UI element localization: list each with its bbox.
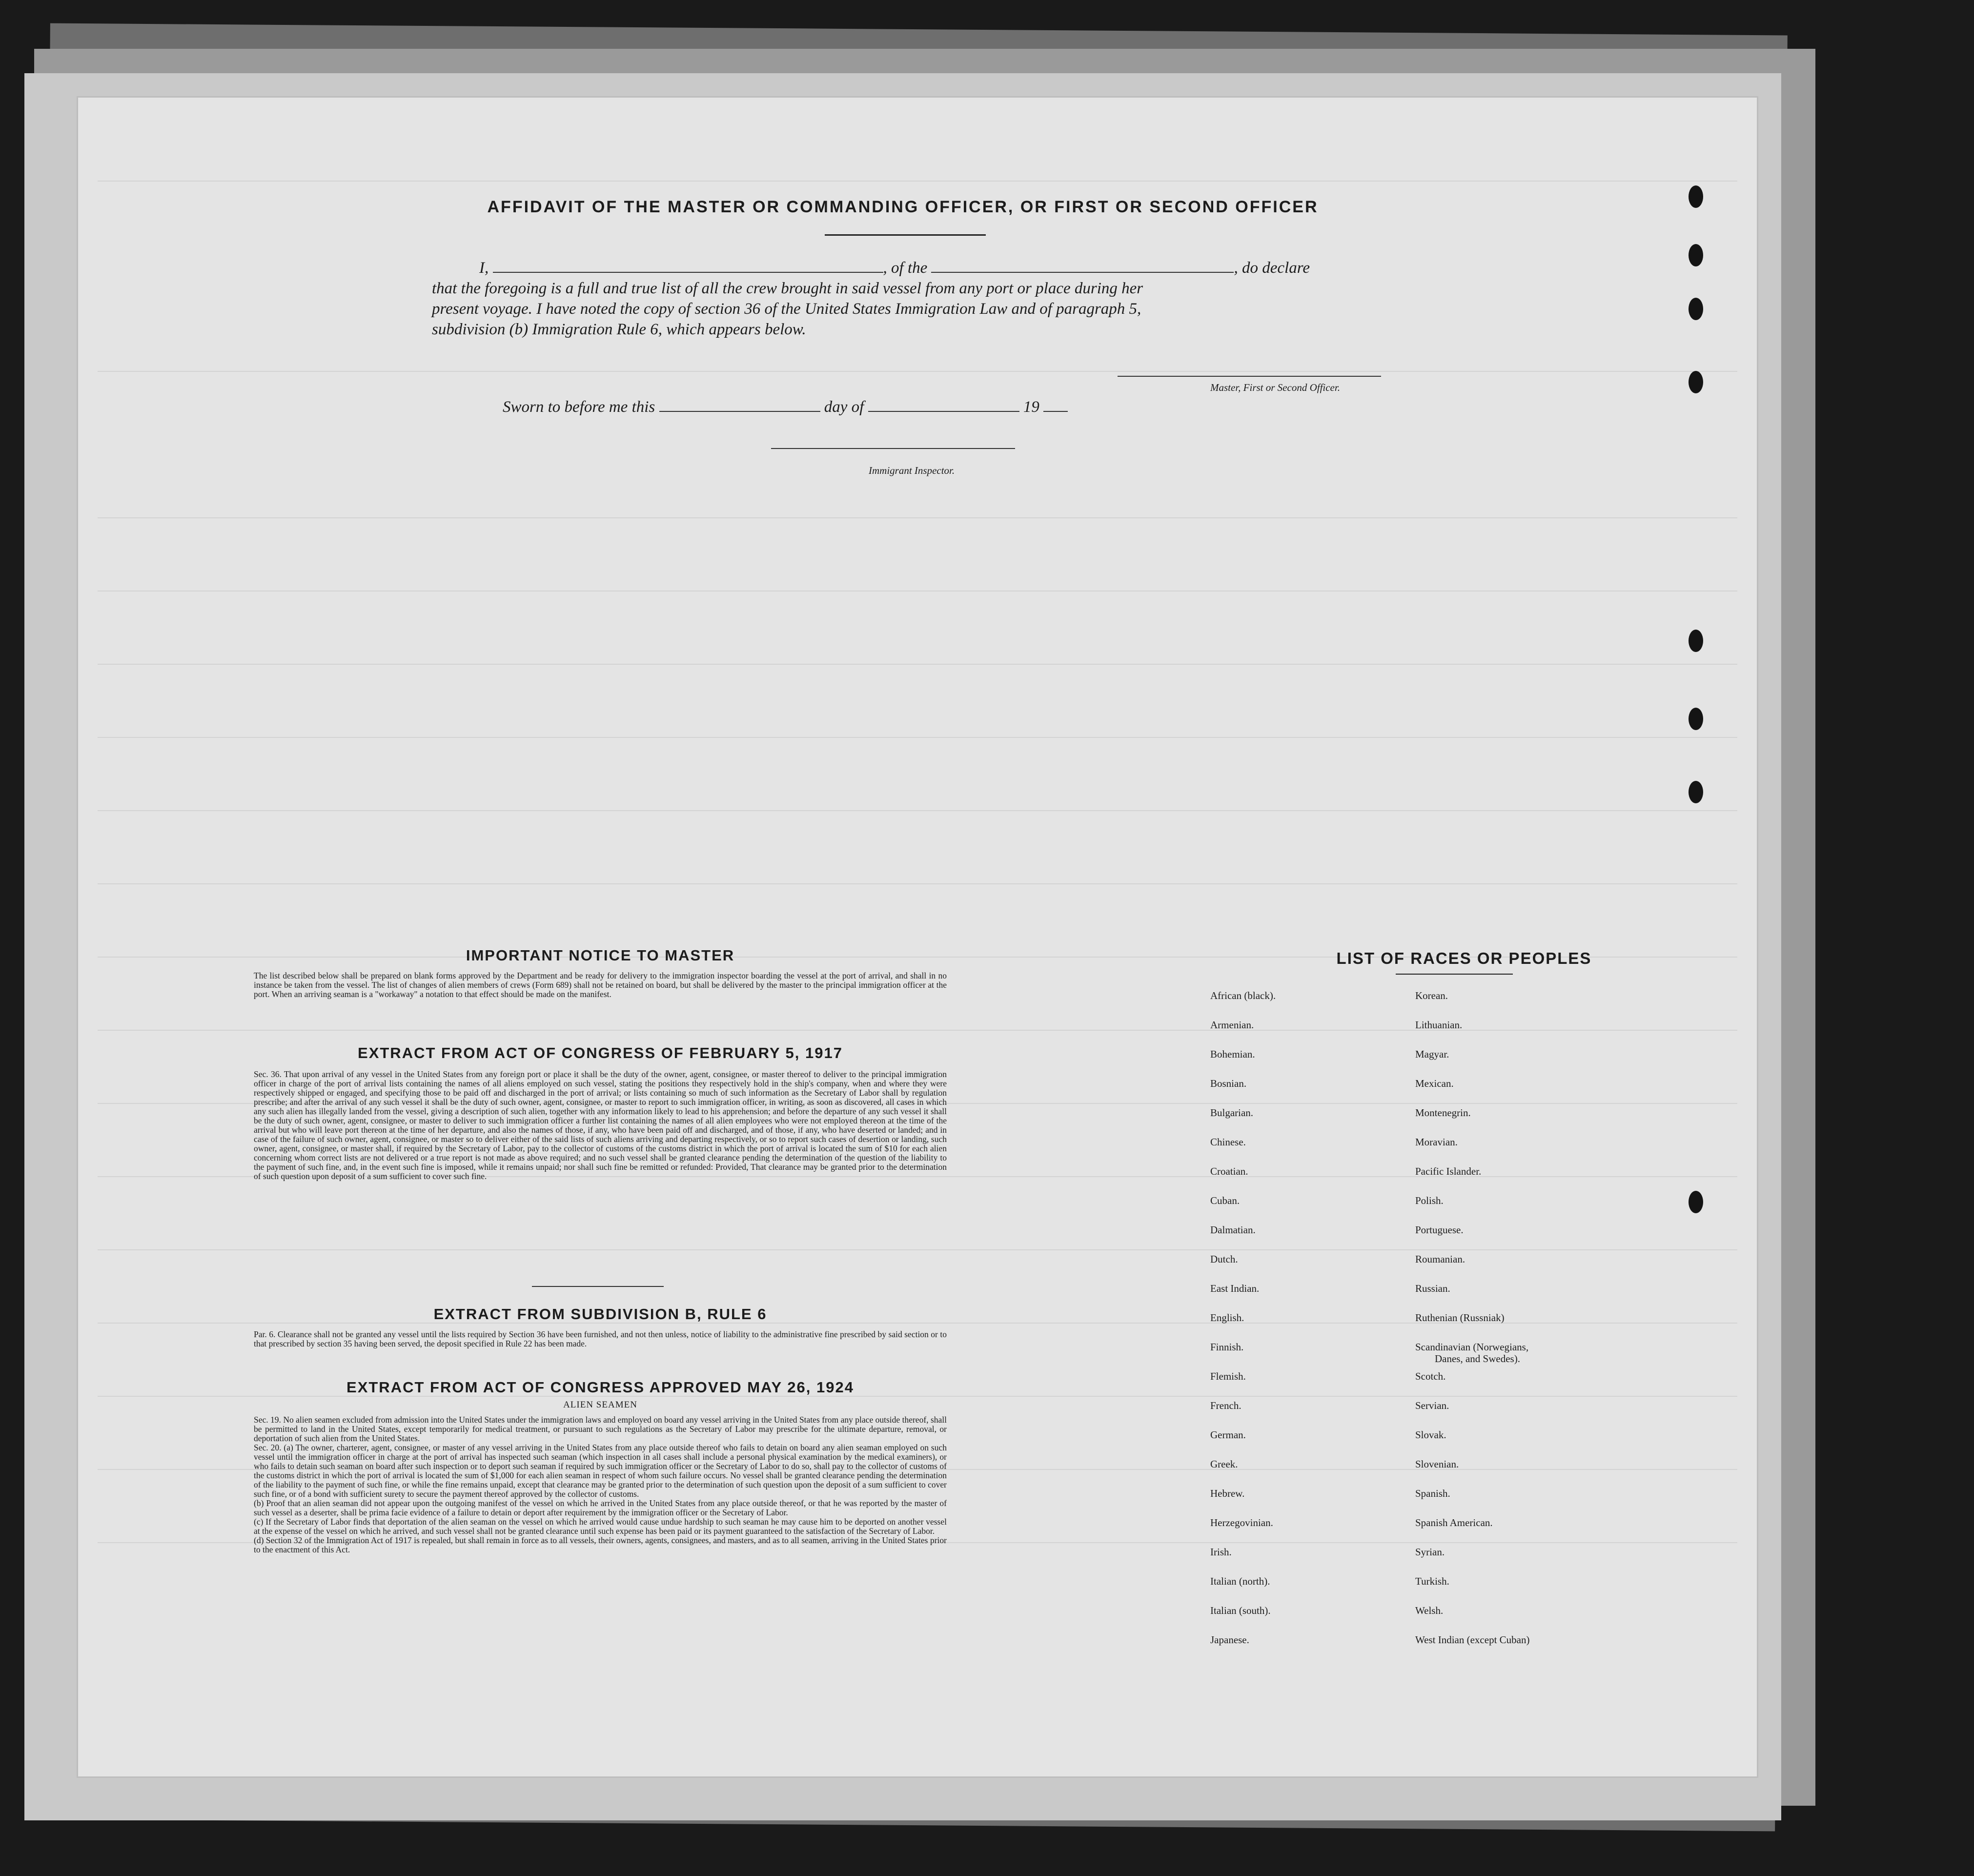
bleed-through-rule (98, 883, 1737, 884)
bleed-through-rule (98, 1030, 1737, 1031)
race-item: Greek. (1210, 1458, 1238, 1470)
races-title: LIST OF RACES OR PEOPLES (1336, 949, 1592, 967)
bleed-through-rule (98, 810, 1737, 811)
race-item: Roumanian. (1415, 1253, 1465, 1265)
race-item: Russian. (1415, 1283, 1450, 1294)
binder-hole (1689, 185, 1703, 208)
race-item: Pacific Islander. (1415, 1165, 1482, 1177)
notice-body: The list described below shall be prepared on blank forms approved by the Department and be ready for delivery to the immigration inspector boarding the vessel at the port of arrival, and shall in no instance be taken from the vessel. The list of changes of alien members of crews (Form 689) shall not be retained on board, but shall be delivered by the master to the principal immigration officer at the port. When an arriving seaman is a "workaway" a notation to that effect should be made on the manifest. (254, 971, 947, 999)
race-item: Polish. (1415, 1195, 1444, 1206)
of-the-label: , of the (883, 259, 928, 277)
affidavit-line-1 (479, 259, 1450, 277)
master-signature-label: Master, First or Second Officer. (1210, 382, 1340, 393)
binder-hole (1689, 630, 1703, 652)
race-item: Turkish. (1415, 1575, 1449, 1587)
race-item: Magyar. (1415, 1048, 1449, 1060)
binder-hole (1689, 708, 1703, 730)
race-item: Lithuanian. (1415, 1019, 1463, 1031)
race-item: Montenegrin. (1415, 1107, 1471, 1119)
extract-rule6-title: EXTRACT FROM SUBDIVISION B, RULE 6 (433, 1305, 767, 1323)
day-blank (659, 411, 820, 412)
race-item: Moravian. (1415, 1136, 1458, 1148)
extract-1924-subtitle: ALIEN SEAMEN (563, 1400, 637, 1410)
races-title-underline (1396, 974, 1513, 975)
race-item: Bosnian. (1210, 1078, 1247, 1089)
race-item: Herzegovinian. (1210, 1517, 1273, 1529)
year-blank (1043, 411, 1068, 412)
inspector-signature-line (771, 448, 1015, 449)
bleed-through-rule (98, 517, 1737, 518)
race-item: Slovenian. (1415, 1458, 1459, 1470)
race-item: Japanese. (1210, 1634, 1249, 1646)
affidavit-line-4: subdivision (b) Immigration Rule 6, which appears below. (432, 321, 806, 338)
race-item: Servian. (1415, 1400, 1449, 1411)
i-label: I, (479, 259, 489, 277)
section-divider (532, 1286, 664, 1287)
race-item: Syrian. (1415, 1546, 1445, 1558)
race-item: Bohemian. (1210, 1048, 1255, 1060)
race-item: African (black). (1210, 990, 1276, 1001)
binder-hole (1689, 1191, 1703, 1213)
race-item: Welsh. (1415, 1605, 1444, 1616)
race-item: Slovak. (1415, 1429, 1446, 1441)
race-item: Bulgarian. (1210, 1107, 1254, 1119)
extract-rule6-body: Par. 6. Clearance shall not be granted any vessel until the lists required by Section 36 have been furnished, and not then unless, notice of liability to the administrative fine prescribed by said section or to that prescribed by section 35 having been served, the deposit specified in Rule 22 has been made. (254, 1329, 947, 1348)
race-item: Spanish. (1415, 1488, 1450, 1499)
race-item-continuation: Danes, and Swedes). (1435, 1353, 1520, 1365)
race-item: Ruthenian (Russniak) (1415, 1312, 1505, 1324)
day-of-label: day of (824, 398, 864, 416)
race-item: Flemish. (1210, 1370, 1246, 1382)
binder-hole (1689, 371, 1703, 393)
race-item: Hebrew. (1210, 1488, 1245, 1499)
race-item: Italian (north). (1210, 1575, 1270, 1587)
race-item: Croatian. (1210, 1165, 1248, 1177)
race-item: Finnish. (1210, 1341, 1244, 1353)
race-item: Cuban. (1210, 1195, 1240, 1206)
race-item: West Indian (except Cuban) (1415, 1634, 1530, 1646)
race-item: Chinese. (1210, 1136, 1246, 1148)
race-item: Korean. (1415, 990, 1448, 1001)
sworn-label: Sworn to before me this (503, 398, 655, 416)
race-item: French. (1210, 1400, 1241, 1411)
race-item: Portuguese. (1415, 1224, 1464, 1236)
race-item: Scotch. (1415, 1370, 1446, 1382)
race-item: German. (1210, 1429, 1246, 1441)
do-declare-label: , do declare (1234, 259, 1310, 277)
name-blank (493, 272, 883, 273)
affidavit-title: AFFIDAVIT OF THE MASTER OR COMMANDING OFFICER, OR FIRST OR SECOND OFFICER (487, 198, 1319, 216)
race-item: Italian (south). (1210, 1605, 1271, 1616)
manifest-page (78, 98, 1757, 1776)
inspector-signature-label: Immigrant Inspector. (869, 465, 955, 476)
race-item: Irish. (1210, 1546, 1232, 1558)
sec-20c-text: (c) If the Secretary of Labor finds that deportation of the alien seaman on the vessel on which he arrived would cause undue hardship to such seaman he may cause him to be deported on another vessel at the expense of the vessel on which he arrived, and such vessel shall not be granted clearance until such expense has been paid or its payment guaranteed to the satisfaction of the Secretary of Labor. (254, 1517, 947, 1536)
race-item: Mexican. (1415, 1078, 1454, 1089)
binder-hole (1689, 244, 1703, 266)
bleed-through-rule (98, 737, 1737, 738)
title-underline (825, 234, 986, 236)
month-blank (868, 411, 1019, 412)
master-signature-line (1118, 376, 1381, 377)
race-item: Spanish American. (1415, 1517, 1493, 1529)
extract-1924-title: EXTRACT FROM ACT OF CONGRESS APPROVED MAY 26, 1924 (346, 1379, 854, 1396)
binder-hole (1689, 781, 1703, 803)
race-item: East Indian. (1210, 1283, 1260, 1294)
affidavit-line-3: present voyage. I have noted the copy of section 36 of the United States Immigration Law and of paragraph 5, (432, 300, 1141, 318)
notice-title: IMPORTANT NOTICE TO MASTER (466, 947, 735, 964)
sec-20b-text: (b) Proof that an alien seaman did not appear upon the outgoing manifest of the vessel on which he arrived in the United States from any place outside thereof, or that he was reported by the master of such vessel as a deserter, shall be prima facie evidence of a failure to detain or deport after requirement by the immigration officer or the Secretary of Labor. (254, 1498, 947, 1517)
bleed-through-rule (98, 371, 1737, 372)
bleed-through-rule (98, 181, 1737, 182)
race-item: Dutch. (1210, 1253, 1238, 1265)
race-item: English. (1210, 1312, 1244, 1324)
bleed-through-rule (98, 664, 1737, 665)
vessel-blank (931, 272, 1234, 273)
extract-1917-body: Sec. 36. That upon arrival of any vessel in the United States from any foreign port or place it shall be the duty of the owner, agent, consignee, or master thereof to deliver to the principal immigration officer in charge of the port of arrival lists containing the names of all aliens employed on such vessel, stating the positions they respectively hold in the ship's company, when and where they were respectively shipped or engaged, and specifying those to be paid off and discharged in the port of arrival; or lists containing so much of such information as the Secretary of Labor shall by regulation prescribe; and after the arrival of any such vessel it shall be the duty of such owner, agent, consignee, or master to report to such immigration officer, in writing, as soon as discovered, all cases in which any such alien has illegally landed from the vessel, giving a description of such alien, together with any information likely to lead to his apprehension; and before the departure of any such vessel it shall be the duty of such owner, agent, consignee, or master to deliver to such immigration officer a further list containing the names of all alien employees who were not employed thereon at the time of the arrival but who will leave port thereon at the time of her departure, and also the names of those, if any, who have been paid off and discharged, and of those, if any, who have deserted or landed; and in case of the failure of such owner, agent, consignee, or master so to deliver either of the said lists of such aliens arriving and departing respectively, or so to report such cases of desertion or landing, such owner, agent, consignee, or master shall, if required by the Secretary of Labor, pay to the collector of customs of the customs district in which the port of arrival is located the sum of $10 for each alien concerning whom correct lists are not delivered or a true report is not made as above required; and no such vessel shall be granted clearance pending the determination of the question of the liability to the payment of such fine, and, in the event such fine is imposed, while it remains unpaid; nor shall such fine be remitted or refunded: Provided, That clearance may be granted prior to the determination of such question upon deposit of a sum sufficient to cover such fine. (254, 1069, 947, 1181)
sworn-line (503, 398, 1186, 416)
extract-1917-title: EXTRACT FROM ACT OF CONGRESS OF FEBRUARY 5, 1917 (358, 1044, 843, 1061)
sec-19-text: Sec. 19. No alien seamen excluded from admission into the United States under the immigration laws and employed on board any vessel arriving in the United States from any place outside thereof, shall be permitted to land in the United States, except temporarily for medical treatment, or pursuant to such regulations as the Secretary of Labor may prescribe for the ultimate departure, removal, or deportation of such alien from the United States. (254, 1415, 947, 1443)
binder-hole (1689, 298, 1703, 320)
sec-20d-text: (d) Section 32 of the Immigration Act of 1917 is repealed, but shall remain in force as to all vessels, their owners, agents, consignees, and masters, and as to all seamen, arriving in the United States prior to the enactment of this Act. (254, 1535, 947, 1554)
race-item: Dalmatian. (1210, 1224, 1256, 1236)
race-item: Scandinavian (Norwegians, (1415, 1341, 1529, 1353)
sec-20a-text: Sec. 20. (a) The owner, charterer, agent, consignee, or master of any vessel arriving in the United States from any place outside thereof who fails to detain on board any alien seaman employed on such vessel until the immigration officer in charge at the port of arrival has inspected such seaman (which inspection in all cases shall include a personal physical examination by the medical examiners), or who fails to detain such seaman on board after such inspection or to deport such seaman if required by such immigration officer or the Secretary of Labor to do so, shall pay to the collector of customs of the customs district in which the port of arrival is located the sum of $1,000 for each alien seaman in respect of whom such failure occurs. No vessel shall be granted clearance pending the determination of the liability to the payment of such fine, or while the fine remains unpaid, except that clearance may be granted prior to the determination of such question upon the deposit of a sum sufficient to cover such fine, or of a bond with sufficient surety to secure the payment thereof approved by the collector of customs. (254, 1443, 947, 1499)
bleed-through-rule (98, 1249, 1737, 1250)
affidavit-line-2: that the foregoing is a full and true list of all the crew brought in said vessel from any port or place during her (432, 280, 1143, 297)
extract-1924-body (254, 1415, 947, 1554)
race-item: Armenian. (1210, 1019, 1254, 1031)
year-label: 19 (1023, 398, 1039, 416)
